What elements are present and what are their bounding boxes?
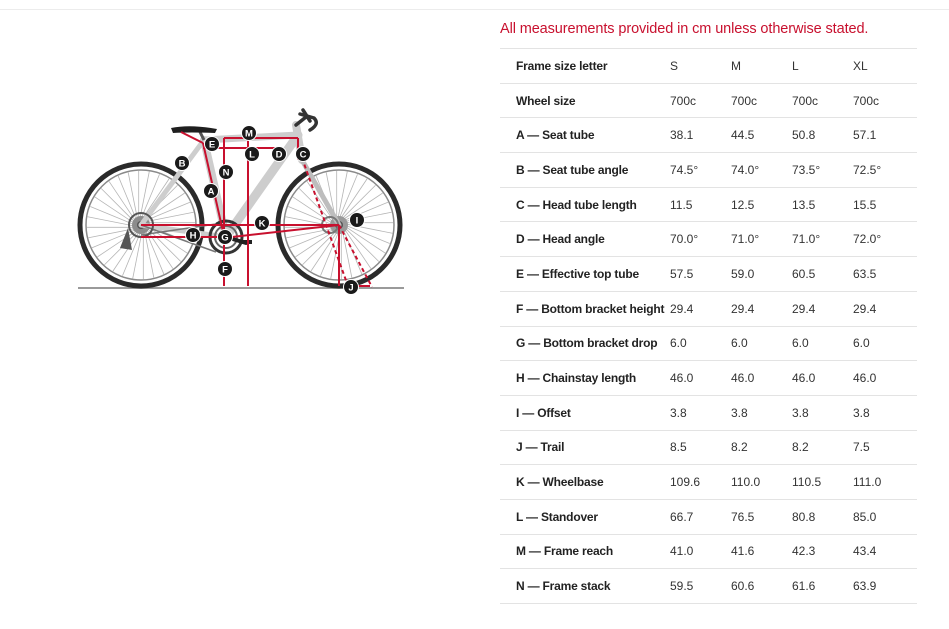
row-label: L — Standover — [516, 509, 598, 524]
marker-letter: N — [222, 167, 230, 179]
row-value: 109.6 — [670, 475, 701, 490]
table-row — [500, 326, 917, 361]
row-value: 66.7 — [670, 509, 694, 524]
row-value: 6.0 — [670, 336, 687, 351]
row-value: 59.0 — [731, 266, 755, 281]
row-value: 44.5 — [731, 128, 755, 143]
marker-letter: K — [258, 218, 266, 230]
row-label: C — Head tube length — [516, 197, 637, 212]
row-value: 700c — [731, 93, 758, 108]
row-value: 74.5° — [670, 162, 699, 177]
row-value: 13.5 — [792, 197, 816, 212]
table-row — [500, 569, 917, 604]
row-value: 42.3 — [792, 544, 816, 559]
marker-i — [350, 213, 365, 228]
marker-m — [242, 126, 257, 141]
row-value: 50.8 — [792, 128, 816, 143]
marker-letter: A — [207, 186, 215, 198]
row-value: 12.5 — [731, 197, 755, 212]
size-header-s: S — [670, 58, 679, 73]
row-value: 15.5 — [853, 197, 877, 212]
row-label: B — Seat tube angle — [516, 162, 629, 177]
row-value: 61.6 — [792, 579, 816, 594]
row-value: 38.1 — [670, 128, 694, 143]
marker-letter: C — [299, 149, 307, 161]
table-row — [500, 257, 917, 292]
row-value: 6.0 — [731, 336, 748, 351]
row-value: 72.0° — [853, 232, 882, 247]
row-value: 41.6 — [731, 544, 755, 559]
row-value: 46.0 — [731, 371, 755, 386]
measurement-note: All measurements provided in cm unless otherwise stated. — [500, 21, 869, 37]
marker-g — [218, 230, 233, 245]
size-header-m: M — [731, 58, 741, 73]
row-value: 29.4 — [731, 301, 755, 316]
row-value: 11.5 — [670, 197, 693, 212]
row-value: 60.5 — [792, 266, 816, 281]
row-value: 7.5 — [853, 440, 870, 455]
geometry-table — [500, 48, 917, 604]
table-row — [500, 153, 917, 188]
marker-letter: F — [222, 264, 228, 276]
marker-n — [219, 165, 234, 180]
row-value: 71.0° — [792, 232, 821, 247]
row-value: 29.4 — [853, 301, 877, 316]
marker-letter: M — [245, 128, 253, 140]
table-row — [500, 291, 917, 326]
row-value: 110.0 — [731, 475, 761, 490]
row-label: J — Trail — [516, 440, 565, 455]
marker-a — [204, 184, 219, 199]
row-value: 29.4 — [792, 301, 816, 316]
marker-letter: E — [208, 139, 216, 151]
table-row — [500, 465, 917, 500]
row-value: 6.0 — [792, 336, 809, 351]
marker-letter: G — [221, 232, 229, 244]
row-value: 71.0° — [731, 232, 760, 247]
row-label: I — Offset — [516, 405, 571, 420]
row-value: 700c — [792, 93, 819, 108]
row-value: 41.0 — [670, 544, 694, 559]
table-row — [500, 395, 917, 430]
marker-b — [175, 156, 190, 171]
marker-k — [255, 216, 270, 231]
marker-letter: B — [178, 158, 186, 170]
row-value: 73.5° — [792, 162, 821, 177]
marker-h — [186, 228, 201, 243]
marker-d — [272, 147, 287, 162]
table-row — [500, 222, 917, 257]
row-label: G — Bottom bracket drop — [516, 336, 658, 351]
row-label: K — Wheelbase — [516, 475, 604, 490]
row-value: 111.0 — [853, 475, 882, 490]
row-value: 46.0 — [670, 371, 694, 386]
row-value: 3.8 — [670, 405, 687, 420]
row-value: 8.5 — [670, 440, 687, 455]
marker-j — [344, 280, 359, 295]
table-row — [500, 118, 917, 153]
row-value: 63.5 — [853, 266, 877, 281]
table-row — [500, 187, 917, 222]
header-label: Frame size letter — [516, 58, 608, 73]
row-label: D — Head angle — [516, 232, 605, 247]
row-value: 85.0 — [853, 509, 877, 524]
row-value: 63.9 — [853, 579, 877, 594]
marker-letter: D — [275, 149, 283, 161]
row-label: H — Chainstay length — [516, 371, 637, 386]
table-row — [500, 499, 917, 534]
row-value: 60.6 — [731, 579, 755, 594]
row-value: 29.4 — [670, 301, 694, 316]
marker-e — [205, 137, 220, 152]
marker-letter: I — [355, 215, 359, 227]
table-row — [500, 361, 917, 396]
row-label: E — Effective top tube — [516, 266, 639, 281]
row-value: 72.5° — [853, 162, 882, 177]
row-value: 700c — [670, 93, 697, 108]
marker-letter: L — [249, 149, 255, 161]
row-value: 3.8 — [853, 405, 870, 420]
table-header-row — [500, 49, 917, 84]
size-header-l: L — [792, 58, 799, 73]
row-value: 46.0 — [792, 371, 816, 386]
row-label: A — Seat tube — [516, 128, 595, 143]
marker-letter: H — [189, 230, 197, 242]
table-row — [500, 430, 917, 465]
row-value: 74.0° — [731, 162, 760, 177]
row-label: M — Frame reach — [516, 544, 614, 559]
row-value: 8.2 — [731, 440, 748, 455]
row-value: 80.8 — [792, 509, 816, 524]
row-value: 43.4 — [853, 544, 877, 559]
row-value: 57.5 — [670, 266, 694, 281]
table-row — [500, 83, 917, 118]
row-label: Wheel size — [516, 93, 576, 108]
table-row — [500, 534, 917, 569]
marker-l — [245, 147, 260, 162]
row-value: 70.0° — [670, 232, 699, 247]
row-value: 3.8 — [792, 405, 809, 420]
row-value: 6.0 — [853, 336, 870, 351]
row-value: 8.2 — [792, 440, 809, 455]
row-value: 700c — [853, 93, 880, 108]
size-header-xl: XL — [853, 58, 868, 73]
row-value: 3.8 — [731, 405, 748, 420]
row-value: 57.1 — [853, 128, 877, 143]
row-value: 76.5 — [731, 509, 755, 524]
row-value: 46.0 — [853, 371, 877, 386]
bike-geometry-diagram — [0, 0, 470, 629]
row-value: 59.5 — [670, 579, 694, 594]
row-label: F — Bottom bracket height — [516, 301, 665, 316]
row-label: N — Frame stack — [516, 579, 611, 594]
row-value: 110.5 — [792, 475, 822, 490]
marker-f — [218, 262, 233, 277]
marker-c — [296, 147, 311, 162]
marker-letter: J — [348, 282, 354, 294]
